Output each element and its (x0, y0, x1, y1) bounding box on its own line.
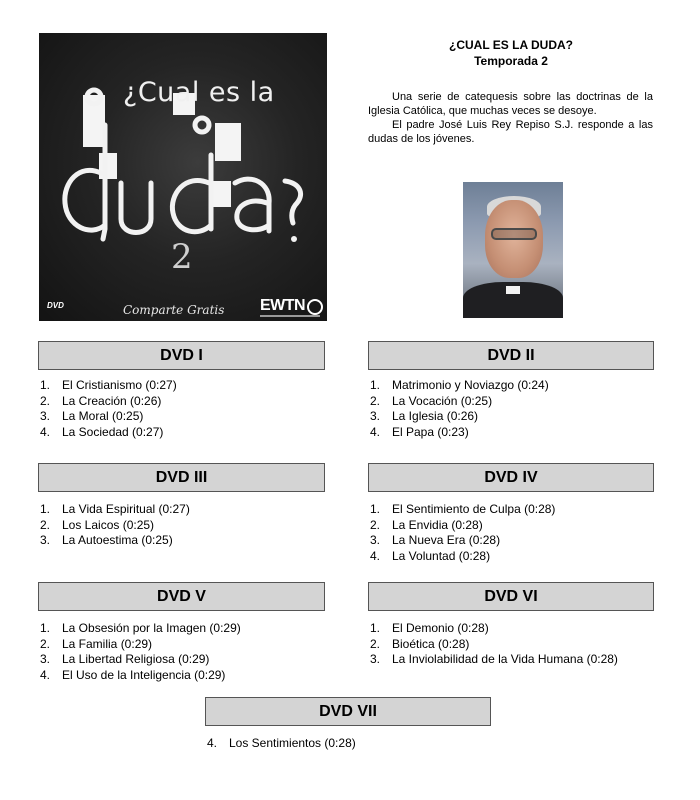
dvd-3-header: DVD III (38, 463, 325, 492)
list-item: 3. La Iglesia (0:26) (370, 409, 479, 423)
dvd-3-episode-list (40, 502, 190, 549)
cover-season-number: 2 (171, 237, 193, 277)
series-subtitle: Temporada 2 (474, 54, 548, 68)
list-item: 3. La Libertad Religiosa (0:29) (40, 652, 210, 666)
dvd-cover-image (39, 33, 327, 321)
dvd-logo: DVD (47, 301, 64, 310)
list-item: 3. La Autoestima (0:25) (40, 533, 173, 547)
ewtn-globe-icon (307, 299, 323, 315)
dvd-4-header: DVD IV (368, 463, 654, 492)
list-item: 4. Los Sentimientos (0:28) (207, 736, 356, 750)
list-item: 2. Bioética (0:28) (370, 636, 470, 651)
series-title-block (380, 38, 642, 68)
list-item: 1. La Obsesión por la Imagen (0:29) (40, 621, 241, 635)
list-item: 4. La Sociedad (0:27) (40, 424, 164, 439)
dvd-1-header: DVD I (38, 341, 325, 370)
dvd-2-header: DVD II (368, 341, 654, 370)
list-item: 4. El Uso de la Inteligencia (0:29) (40, 667, 226, 682)
cover-duda-lettering (39, 33, 327, 321)
dvd-5-header: DVD V (38, 582, 325, 611)
dvd-6-episode-list (370, 621, 618, 668)
cover-tagline: Comparte Gratis (123, 303, 225, 317)
dvd-1-episode-list (40, 378, 177, 440)
list-item: 3. La Inviolabilidad de la Vida Humana (0:28) (370, 652, 618, 666)
list-item: 2. La Creación (0:26) (40, 393, 162, 408)
series-description (368, 90, 653, 146)
dvd-2-episode-list (370, 378, 549, 440)
ewtn-logo: EWTN (260, 297, 306, 314)
description-paragraph-1: Una serie de catequesis sobre las doctrinas de la Iglesia Católica, que muchas veces se desoye. (368, 91, 653, 117)
dvd-6-header: DVD VI (368, 582, 654, 611)
list-item: 1. Matrimonio y Noviazgo (0:24) (370, 378, 549, 392)
list-item: 2. La Familia (0:29) (40, 636, 153, 651)
series-title: ¿CUAL ES LA DUDA? (449, 38, 573, 52)
cover-title-line1: ¿Cual es la (123, 77, 275, 108)
presenter-photo (463, 182, 563, 318)
list-item: 2. La Vocación (0:25) (370, 393, 493, 408)
dvd-7-episode-list (207, 736, 356, 752)
list-item: 3. La Moral (0:25) (40, 409, 144, 423)
list-item: 3. La Nueva Era (0:28) (370, 533, 501, 547)
list-item: 1. El Demonio (0:28) (370, 621, 489, 635)
list-item: 1. El Cristianismo (0:27) (40, 378, 177, 392)
dvd-4-episode-list (370, 502, 555, 564)
list-item: 4. La Voluntad (0:28) (370, 548, 491, 563)
list-item: 1. El Sentimiento de Culpa (0:28) (370, 502, 556, 516)
list-item: 1. La Vida Espiritual (0:27) (40, 502, 190, 516)
dvd-5-episode-list (40, 621, 241, 683)
dvd-7-header: DVD VII (205, 697, 491, 726)
list-item: 2. La Envidia (0:28) (370, 517, 483, 532)
list-item: 2. Los Laicos (0:25) (40, 517, 155, 532)
list-item: 4. El Papa (0:23) (370, 424, 469, 439)
description-paragraph-2: El padre José Luis Rey Repiso S.J. responde a las dudas de los jóvenes. (368, 119, 653, 145)
